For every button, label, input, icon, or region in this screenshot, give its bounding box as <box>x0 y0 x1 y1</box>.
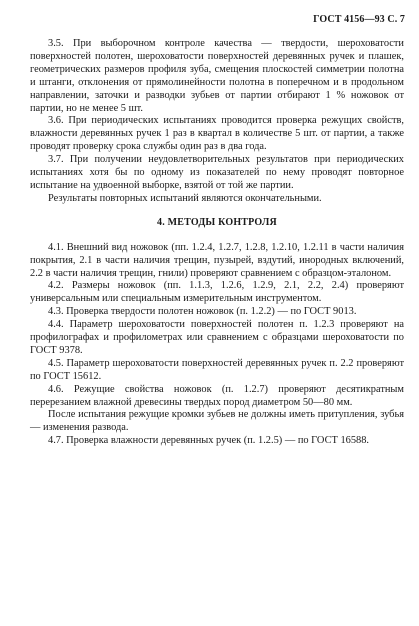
paragraph-4-2: 4.2. Размеры ножовок (пп. 1.1.3, 1.2.6, 1.2.9, 2.1, 2.2, 2.4) проверяют универсальным или специальным измерительным инструментом. <box>30 280 404 305</box>
page-body <box>30 38 404 448</box>
paragraph-4-6: 4.6. Режущие свойства ножовок (п. 1.2.7) проверяют десятикратным перерезанием влажной древесины твердых пород диаметром 50—80 мм. <box>30 383 404 408</box>
paragraph-4-4: 4.4. Параметр шероховатости поверхностей полотен п. 1.2.3 проверяют на профилографах и профилометрах или сравнением с образцами шероховатости по ГОСТ 9378. <box>30 319 404 356</box>
paragraph-final-results: Результаты повторных испытаний являются окончательными. <box>48 192 322 204</box>
paragraph-after-test: После испытания режущие кромки зубьев не должны иметь притупления, зубья — изменения развода. <box>30 409 404 434</box>
paragraph-3-7: 3.7. При получении неудовлетворительных результатов при периодических испытаниях хотя бы по одному из показателей по нему проводят повторное испытание на удвоенной выборке, взятой от той же партии. <box>30 154 404 191</box>
running-head: ГОСТ 4156—93 С. 7 <box>313 14 405 25</box>
paragraph-4-7: 4.7. Проверка влажности деревянных ручек (п. 1.2.5) — по ГОСТ 16588. <box>48 435 370 447</box>
paragraph-4-1: 4.1. Внешний вид ножовок (пп. 1.2.4, 1.2.7, 1.2.8, 1.2.10, 1.2.11 в части наличия покрытия, 2.1 в части наличия трещин, пузырей, вздутий, инородных включений, 2.2 в части наличия трещин, гнили) проверяют сравнением с образцом-эталоном. <box>30 241 404 279</box>
paragraph-4-3: 4.3. Проверка твердости полотен ножовок (п. 1.2.2) — по ГОСТ 9013. <box>48 306 357 318</box>
paragraph-3-6: 3.6. При периодических испытаниях проводится проверка режущих свойств, влажности деревянных ручек 1 раз в квартал в количестве 5 шт. от партии, а также проводят проверку срока службы один раз в два года. <box>30 115 404 153</box>
paragraph-4-5: 4.5. Параметр шероховатости поверхностей деревянных ручек п. 2.2 проверяют по ГОСТ 15612. <box>30 357 404 382</box>
paragraph-3-5: 3.5. При выборочном контроле качества — твердости, шероховатости поверхностей полотен, шероховатости поверхностей деревянных ручек и плашек, геометрических размеров профиля зуба, смещения плоскостей симметрии полотна и штанги, отклонения от прямолинейности полотна в поперечном и в продольном направлении, заточки и разводки зубьев от партии отбирают 1 % ножовок от партии, но не менее 5 шт. <box>30 38 404 114</box>
section-title: 4. МЕТОДЫ КОНТРОЛЯ <box>157 216 277 228</box>
